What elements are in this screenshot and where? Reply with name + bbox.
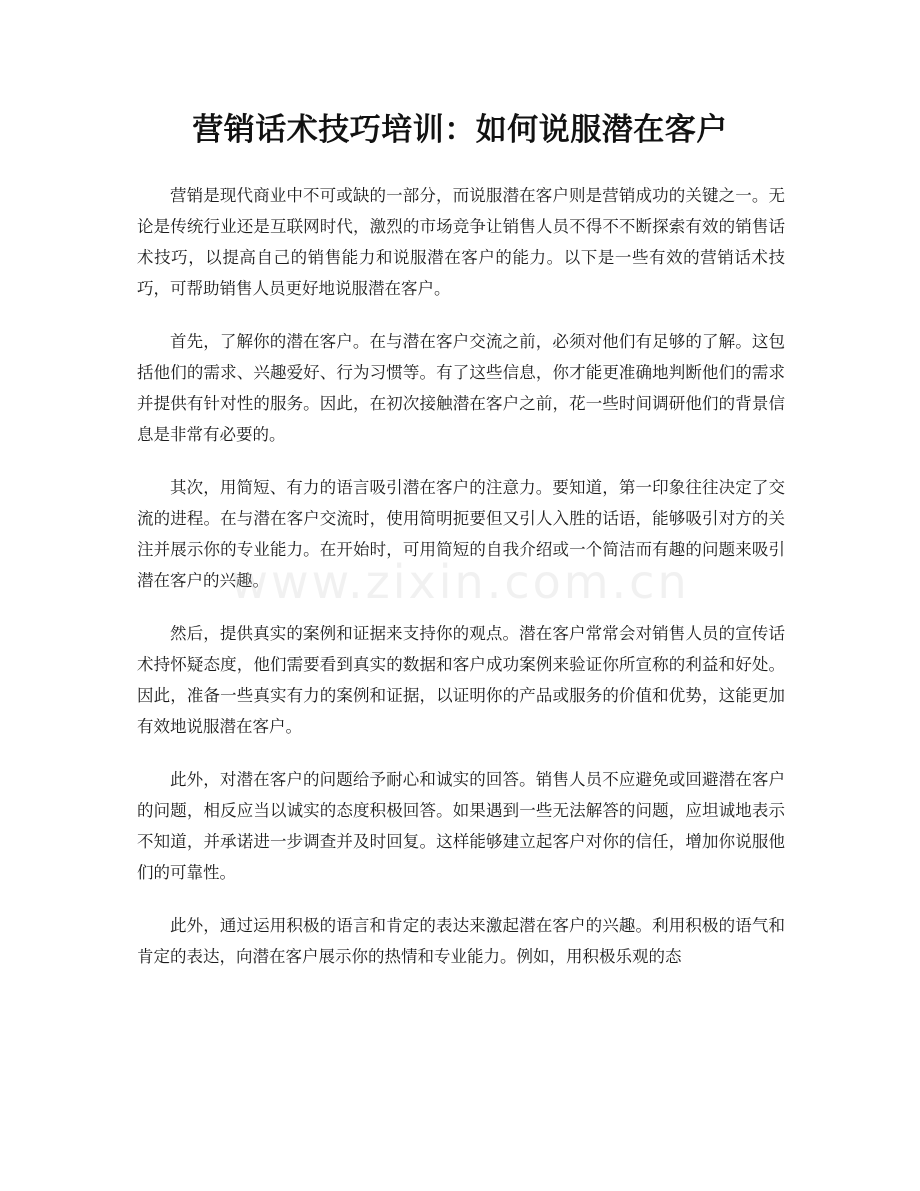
paragraph-2: 首先，了解你的潜在客户。在与潜在客户交流之前，必须对他们有足够的了解。这包括他们的需求、兴趣爱好、行为习惯等。有了这些信息，你才能更准确地判断他们的需求并提供有针对性的服务。因此，在初次接触潜在客户之前，花一些时间调研他们的背景信息是非常有必要的。 <box>137 332 785 444</box>
paragraph-4: 然后，提供真实的案例和证据来支持你的观点。潜在客户常常会对销售人员的宣传话术持怀疑态度，他们需要看到真实的数据和客户成功案例来验证你所宣称的利益和好处。因此，准备一些真实有力的案例和证据，以证明你的产品或服务的价值和优势，这能更加有效地说服潜在客户。 <box>137 624 785 736</box>
paragraph-1: 营销是现代商业中不可或缺的一部分，而说服潜在客户则是营销成功的关键之一。无论是传统行业还是互联网时代，激烈的市场竞争让销售人员不得不不断探索有效的销售话术技巧，以提高自己的销售能力和说服潜在客户的能力。以下是一些有效的营销话术技巧，可帮助销售人员更好地说服潜在客户。 <box>137 186 785 298</box>
paragraph-6: 此外，通过运用积极的语言和肯定的表达来激起潜在客户的兴趣。利用积极的语气和肯定的表达，向潜在客户展示你的热情和专业能力。例如，用积极乐观的态 <box>137 916 785 966</box>
paragraph-3: 其次，用简短、有力的语言吸引潜在客户的注意力。要知道，第一印象往往决定了交流的进程。在与潜在客户交流时，使用简明扼要但又引人入胜的话语，能够吸引对方的关注并展示你的专业能力。在开始时，可用简短的自我介绍或一个简洁而有趣的问题来吸引潜在客户的兴趣。 <box>137 478 785 590</box>
document-body <box>137 180 785 994</box>
document-title: 营销话术技巧培训：如何说服潜在客户 <box>192 112 728 148</box>
watermark: www.zixin.com.cn <box>230 555 690 609</box>
paragraph-5: 此外，对潜在客户的问题给予耐心和诚实的回答。销售人员不应避免或回避潜在客户的问题，相反应当以诚实的态度积极回答。如果遇到一些无法解答的问题，应坦诚地表示不知道，并承诺进一步调查并及时回复。这样能够建立起客户对你的信任，增加你说服他们的可靠性。 <box>137 770 785 882</box>
